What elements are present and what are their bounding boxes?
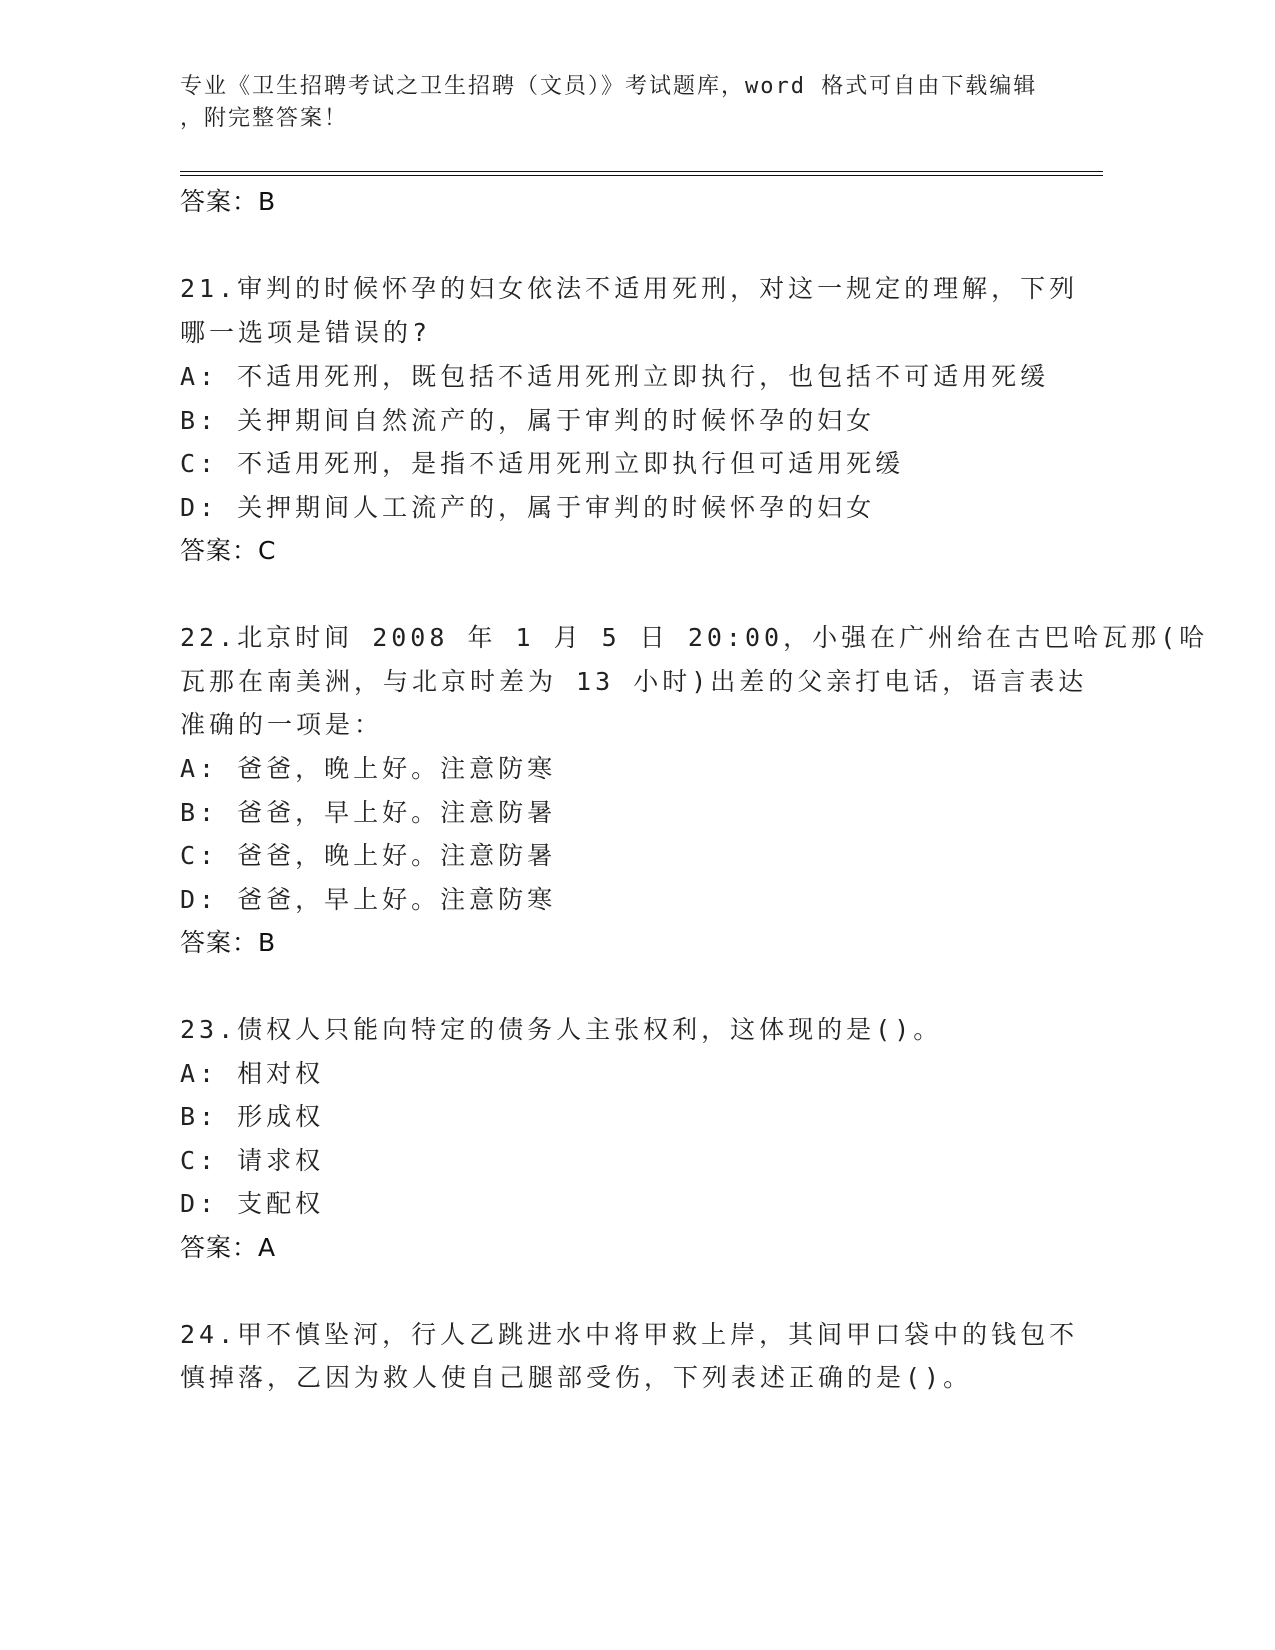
header-text-line-2: ，附完整答案！ [180, 106, 349, 131]
question-23-option-a: A: 相对权 [180, 1059, 325, 1088]
question-22-line-2: 瓦那在南美洲，与北京时差为 13 小时)出差的父亲打电话，语言表达 [180, 667, 1088, 696]
question-22-option-d: D: 爸爸，早上好。注意防寒 [180, 885, 557, 914]
question-21-option-c: C: 不适用死刑，是指不适用死刑立即执行但可适用死缓 [180, 449, 905, 478]
question-22-line-3: 准确的一项是： [180, 710, 384, 739]
question-23-answer: 答案：A [180, 1233, 277, 1262]
question-22-option-a: A: 爸爸，晚上好。注意防寒 [180, 754, 557, 783]
question-22-line-1: 22.北京时间 2008 年 1 月 5 日 20:00，小强在广州给在古巴哈瓦那(哈 [180, 623, 1209, 652]
answer-previous: 答案：B [180, 187, 277, 216]
question-23-option-b: B: 形成权 [180, 1102, 325, 1131]
header-rule-bottom [180, 175, 1103, 176]
question-21-line-1: 21.审判的时候怀孕的妇女依法不适用死刑，对这一规定的理解，下列 [180, 274, 1079, 303]
question-22-answer: 答案：B [180, 928, 277, 957]
question-21-line-2: 哪一选项是错误的? [180, 318, 432, 347]
question-22-option-b: B: 爸爸，早上好。注意防暑 [180, 798, 557, 827]
question-22-option-c: C: 爸爸，晚上好。注意防暑 [180, 841, 557, 870]
question-23-option-d: D: 支配权 [180, 1189, 325, 1218]
question-24-line-1: 24.甲不慎坠河，行人乙跳进水中将甲救上岸，其间甲口袋中的钱包不 [180, 1320, 1079, 1349]
question-24-line-2: 慎掉落，乙因为救人使自己腿部受伤，下列表述正确的是()。 [180, 1363, 973, 1392]
header-text-line-1: 专业《卫生招聘考试之卫生招聘（文员）》考试题库，word 格式可自由下载编辑 [180, 74, 1038, 99]
question-21-option-a: A: 不适用死刑，既包括不适用死刑立即执行，也包括不可适用死缓 [180, 362, 1050, 391]
question-21-answer: 答案：C [180, 536, 277, 565]
question-23-option-c: C: 请求权 [180, 1146, 325, 1175]
header-rule-top [180, 171, 1103, 172]
question-21-option-d: D: 关押期间人工流产的，属于审判的时候怀孕的妇女 [180, 493, 876, 522]
question-23-line-1: 23.债权人只能向特定的债务人主张权利，这体现的是()。 [180, 1015, 943, 1044]
question-21-option-b: B: 关押期间自然流产的，属于审判的时候怀孕的妇女 [180, 406, 876, 435]
